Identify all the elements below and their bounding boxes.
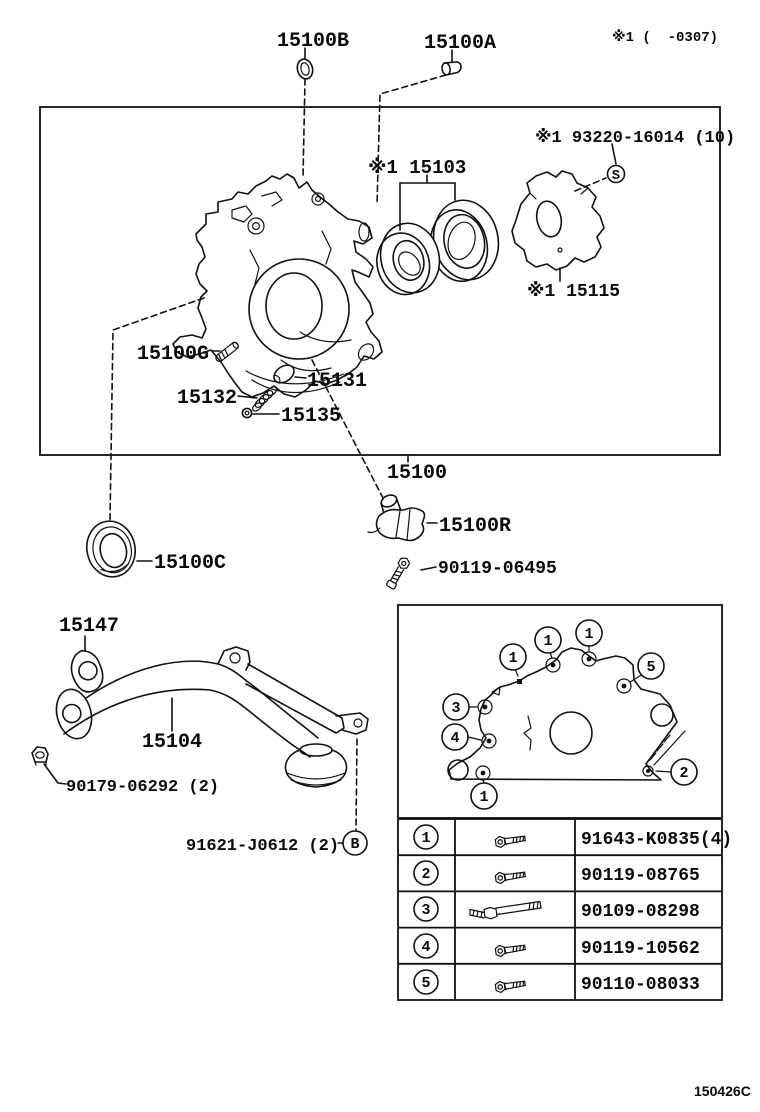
row-part-number: 90119-10562 [581, 939, 700, 959]
table-row [414, 970, 700, 995]
oil-seal-15100C-drawing [82, 517, 141, 582]
fastener-table [398, 819, 732, 1000]
bolt-icon [495, 833, 526, 848]
marker-S-letter: S [611, 168, 621, 184]
inset-callout-1: 1 [508, 650, 518, 667]
crank-position-sensor-15100R-drawing [368, 493, 425, 541]
inset-callout-1: 1 [543, 633, 553, 650]
row-number: 5 [421, 975, 431, 992]
label-15100A: 15100A [424, 32, 497, 55]
label-15100G: 15100G [137, 343, 210, 366]
figure-code: 150426C [694, 1083, 751, 1099]
valve-seat-15135-drawing [242, 408, 251, 417]
label-15135: 15135 [281, 405, 342, 428]
label-15131: 15131 [307, 370, 368, 393]
table-row [414, 861, 700, 886]
marker-B [343, 831, 367, 855]
label-90179-06292: 90179-06292 (2) [66, 778, 220, 797]
label-91621-J0612: 91621-J0612 (2) [186, 837, 340, 856]
inset-callout-1: 1 [584, 626, 594, 643]
tube-bracket-strap [246, 664, 344, 733]
label-revision-note: ※1 ( -0307) [612, 30, 719, 46]
row-part-number: 90119-08765 [581, 866, 700, 886]
oil-pickup-tube-15104-drawing [51, 647, 368, 787]
label-15100: 15100 [387, 462, 448, 485]
label-15100R: 15100R [439, 515, 512, 538]
inset-callout-3: 3 [451, 700, 461, 717]
inset-callout-2: 2 [679, 765, 689, 782]
gasket-15147-drawing [67, 647, 106, 695]
bolt-icon [495, 978, 526, 993]
row-part-number: 91643-K0835(4) [581, 830, 733, 850]
bolt-icon [495, 942, 526, 957]
crankshaft-hole [550, 712, 592, 754]
row-number: 2 [421, 866, 431, 883]
label-15104: 15104 [142, 731, 203, 754]
strainer-neck [300, 744, 332, 756]
bolt-position-inset [398, 605, 722, 818]
row-part-number: 90110-08033 [581, 975, 700, 995]
bolt-90119-06495-drawing [386, 556, 411, 590]
nut-90179-drawing [32, 747, 48, 765]
inset-callout-1: 1 [479, 789, 489, 806]
label-15100C: 15100C [154, 552, 227, 575]
label-15103: ※1 15103 [368, 157, 467, 179]
row-number: 1 [421, 830, 431, 847]
marker-B-letter: B [350, 836, 360, 853]
table-row [414, 825, 732, 850]
table-row [414, 934, 700, 959]
row-number: 4 [421, 939, 431, 956]
inset-callout-4: 4 [450, 730, 460, 747]
label-15132: 15132 [177, 387, 238, 410]
bolt-icon [495, 869, 526, 884]
label-90119-06495: 90119-06495 [438, 559, 557, 579]
bolt-holes [476, 652, 656, 780]
row-part-number: 90109-08298 [581, 902, 700, 922]
label-93220-16014: ※1 93220-16014 (10) [535, 129, 736, 148]
pump-body-plate-drawing [512, 171, 604, 270]
stud-bolt-icon [470, 902, 541, 919]
label-15115: ※1 15115 [527, 282, 621, 302]
marker-S [608, 166, 625, 185]
plug-15100A-drawing [441, 60, 462, 75]
rotor-set-drawing [369, 194, 506, 300]
table-row [414, 897, 700, 922]
label-15100B: 15100B [277, 30, 350, 53]
oring-15100B-drawing [295, 57, 314, 80]
inset-callout-5: 5 [646, 659, 656, 676]
tube-bracket-ear [218, 647, 250, 670]
row-number: 3 [421, 902, 431, 919]
label-15147: 15147 [59, 615, 120, 638]
